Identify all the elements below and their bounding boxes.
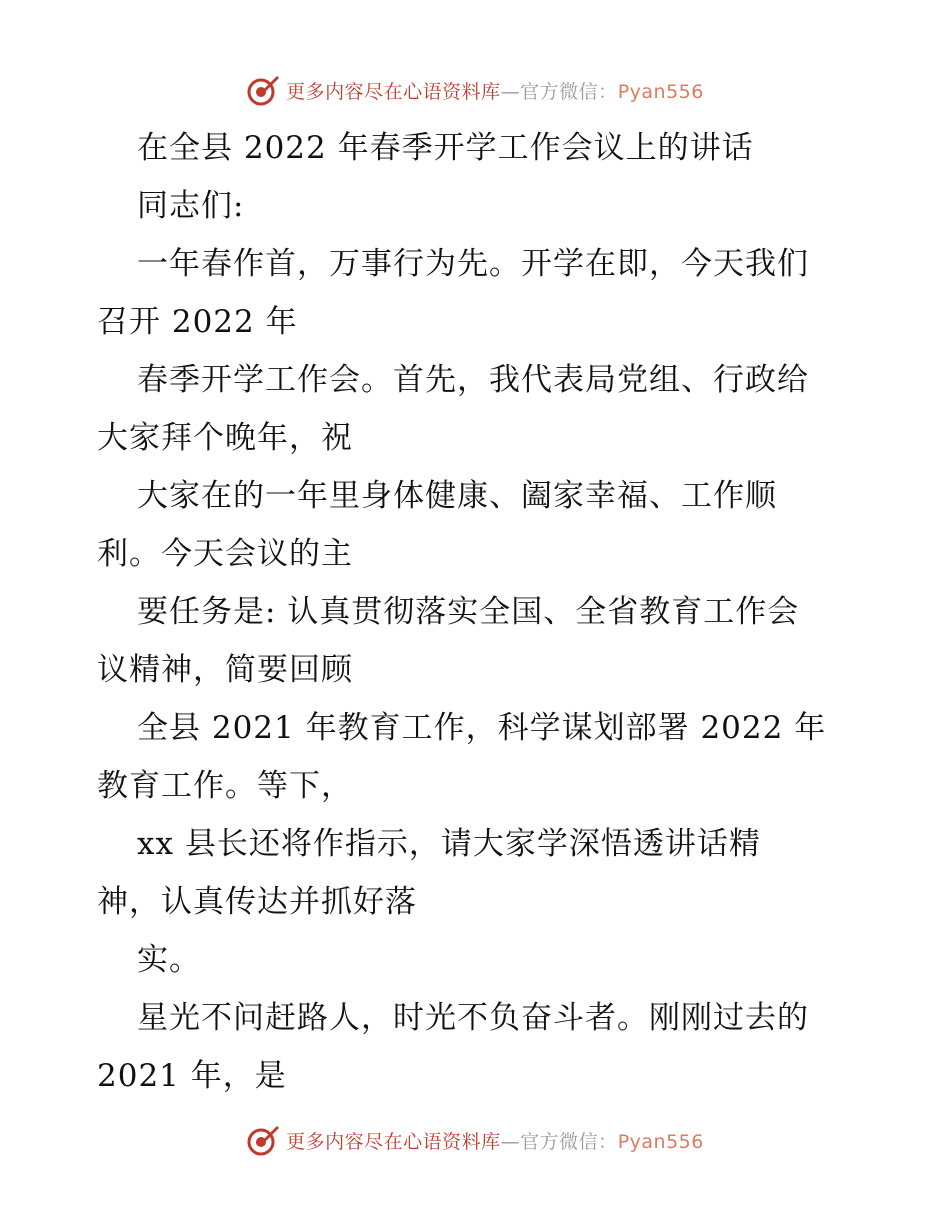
- header-watermark: [0, 70, 950, 110]
- watermark-dash: —: [500, 80, 521, 103]
- text-line: 要任务是: 认真贯彻落实全国、全省教育工作会: [137, 594, 800, 630]
- text-line: 利。今天会议的主: [97, 536, 353, 572]
- text-line: 议精神，简要回顾: [97, 652, 353, 688]
- watermark-id: Pyan556: [617, 1130, 704, 1153]
- pen-logo-icon: [246, 1123, 280, 1157]
- pen-logo-icon: [246, 73, 280, 107]
- watermark-dash: —: [500, 1130, 521, 1153]
- watermark-label: 官方微信：: [520, 1130, 618, 1153]
- watermark-brand: 更多内容尽在心语资料库: [286, 1130, 501, 1153]
- text-line: 春季开学工作会。首先，我代表局党组、行政给: [137, 362, 809, 398]
- text-line: 大家在的一年里身体健康、阖家幸福、工作顺: [137, 478, 777, 514]
- text-line: 大家拜个晚年，祝: [97, 420, 353, 456]
- text-line: xx 县长还将作指示，请大家学深悟透讲话精: [137, 826, 761, 862]
- footer-watermark: [0, 1120, 950, 1160]
- text-line: 实。: [137, 942, 201, 978]
- watermark-brand: 更多内容尽在心语资料库: [286, 80, 501, 103]
- text-line: 2021 年，是: [97, 1058, 287, 1094]
- text-line: 召开 2022 年: [97, 304, 298, 340]
- text-line: 星光不问赶路人，时光不负奋斗者。刚刚过去的: [137, 1000, 809, 1036]
- watermark-text: [286, 77, 704, 104]
- text-line: 神，认真传达并抓好落: [97, 884, 417, 920]
- text-line: 一年春作首，万事行为先。开学在即，今天我们: [137, 246, 809, 282]
- text-line: 教育工作。等下，: [97, 768, 353, 804]
- document-title: 在全县 2022 年春季开学工作会议上的讲话: [137, 130, 754, 166]
- salutation: 同志们:: [137, 188, 245, 224]
- watermark-id: Pyan556: [617, 80, 704, 103]
- text-line: 全县 2021 年教育工作，科学谋划部署 2022 年: [137, 710, 827, 746]
- watermark-label: 官方微信：: [520, 80, 618, 103]
- watermark-text: [286, 1127, 704, 1154]
